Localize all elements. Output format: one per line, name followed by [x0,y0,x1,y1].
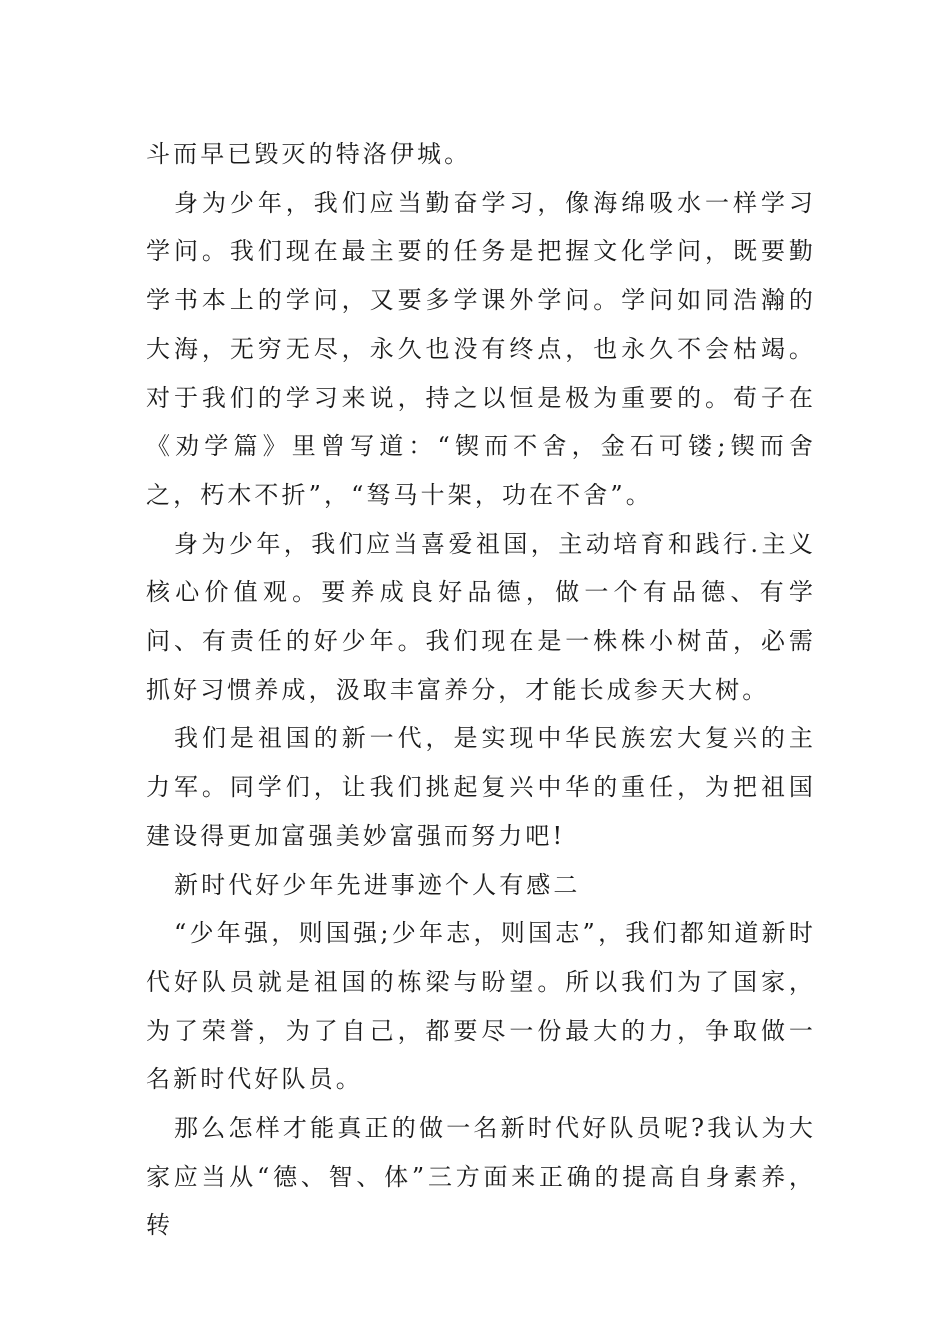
paragraph-4: 我们是祖国的新一代，是实现中华民族宏大复兴的主力军。同学们，让我们挑起复兴中华的重任，为把祖国建设得更加富强美妙富强而努力吧! [146,724,816,850]
document-body [146,130,816,1250]
paragraph-3: 身为少年，我们应当喜爱祖国，主动培育和践行.主义核心价值观。要养成良好品德，做一个有品德、有学问、有责任的好少年。我们现在是一株株小树苗，必需抓好习惯养成，汲取丰富养分，才能长成参天大树。 [146,529,816,704]
paragraph-6: 那么怎样才能真正的做一名新时代好队员呢?我认为大家应当从“德、智、体”三方面来正确的提高自身素养，转 [146,1114,816,1240]
section-heading: 新时代好少年先进事迹个人有感二 [174,870,581,899]
paragraph-5: “少年强，则国强;少年志，则国志”，我们都知道新时代好队员就是祖国的栋梁与盼望。所以我们为了国家，为了荣誉，为了自己，都要尽一份最大的力，争取做一名新时代好队员。 [146,919,816,1094]
paragraph-1: 斗而早已毁灭的特洛伊城。 [146,140,472,168]
paragraph-2: 身为少年，我们应当勤奋学习，像海绵吸水一样学习学问。我们现在最主要的任务是把握文化学问，既要勤学书本上的学问，又要多学课外学问。学问如同浩瀚的大海，无穷无尽，永久也没有终点，也永久不会枯竭。对于我们的学习来说，持之以恒是极为重要的。荀子在《劝学篇》里曾写道：“锲而不舍，金石可镂;锲而舍之，朽木不折”，“驽马十架，功在不舍”。 [146,188,816,509]
